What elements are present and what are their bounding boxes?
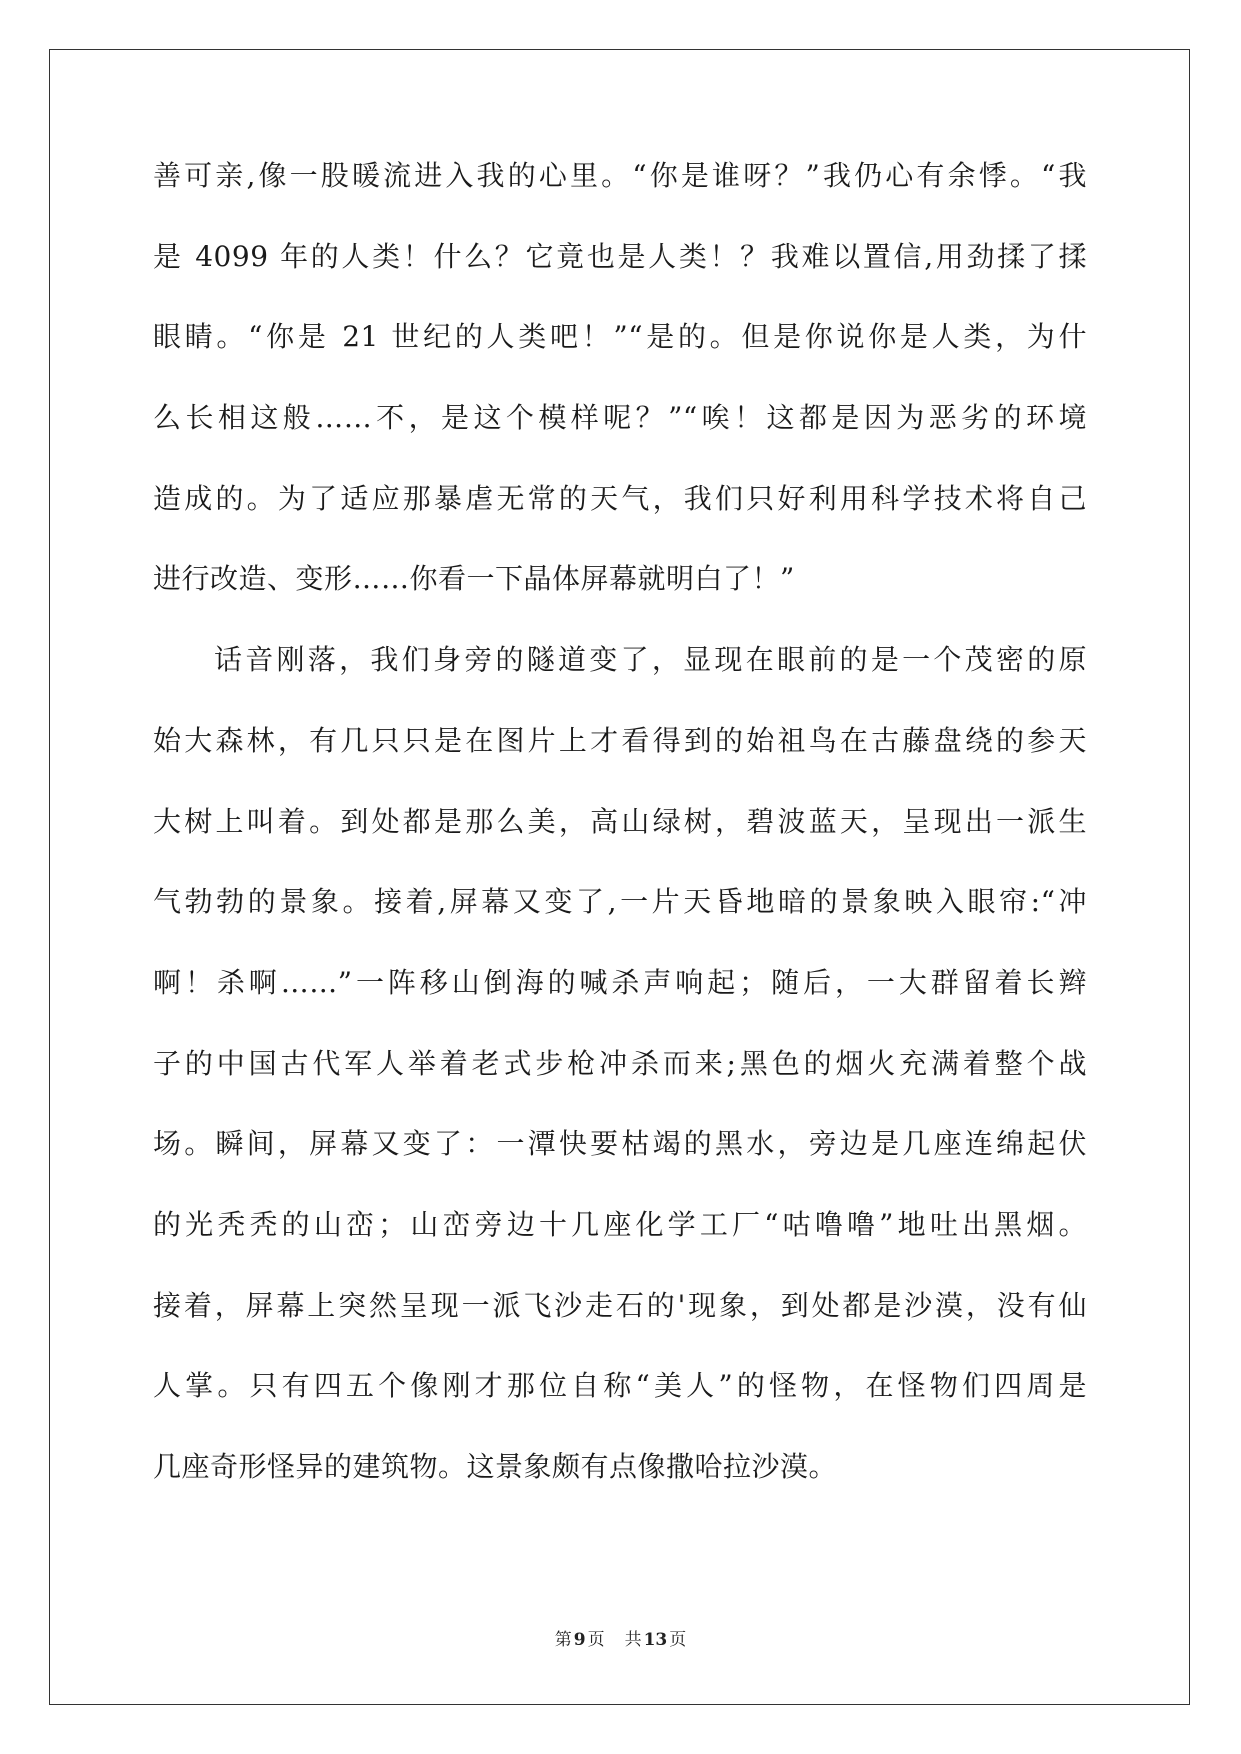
text-line: 啊！杀啊……”一阵移山倒海的喊杀声响起；随后，一大群留着长辫 [153, 965, 1087, 999]
document-body [153, 160, 1087, 1532]
text-line: 子的中国古代军人举着老式步枪冲杀而来;黑色的烟火充满着整个战 [153, 1046, 1087, 1080]
paragraph-start-line: 话音刚落，我们身旁的隧道变了，显现在眼前的是一个茂密的原 [214, 643, 1087, 677]
text-line: 眼睛。“你是 21 世纪的人类吧！”“是的。但是你说你是人类，为什 [153, 320, 1087, 354]
text-line: 造成的。为了适应那暴虐无常的天气，我们只好利用科学技术将自己 [153, 481, 1087, 515]
text-line: 大树上叫着。到处都是那么美，高山绿树，碧波蓝天，呈现出一派生 [153, 804, 1087, 838]
total-prefix: 共 [624, 1630, 642, 1650]
page-prefix: 第 [554, 1630, 572, 1650]
total-pages: 13 [643, 1630, 668, 1650]
text-line: 场。瞬间，屏幕又变了：一潭快要枯竭的黑水，旁边是几座连绵起伏 [153, 1127, 1087, 1161]
text-line: 么长相这般……不，是这个模样呢？”“唉！这都是因为恶劣的环境 [153, 401, 1087, 435]
total-suffix: 页 [669, 1630, 687, 1650]
page-suffix: 页 [587, 1630, 605, 1650]
text-line: 善可亲,像一股暖流进入我的心里。“你是谁呀？”我仍心有余悸。“我 [153, 159, 1087, 192]
text-line: 气勃勃的景象。接着,屏幕又变了,一片天昏地暗的景象映入眼帘:“冲 [153, 885, 1087, 919]
text-line: 进行改造、变形……你看一下晶体屏幕就明白了！” [153, 562, 795, 596]
page-footer [0, 1630, 1241, 1650]
text-line: 的光秃秃的山峦；山峦旁边十几座化学工厂“咕噜噜”地吐出黑烟。 [153, 1207, 1087, 1241]
page-number: 9 [573, 1630, 586, 1650]
text-line: 几座奇形怪异的建筑物。这景象颇有点像撒哈拉沙漠。 [153, 1450, 838, 1483]
text-line: 人掌。只有四五个像刚才那位自称“美人”的怪物，在怪物们四周是 [153, 1369, 1087, 1403]
text-line: 是 4099 年的人类！什么？它竟也是人类！？我难以置信,用劲揉了揉 [153, 239, 1087, 273]
text-line: 始大森林，有几只只是在图片上才看得到的始祖鸟在古藤盘绕的参天 [153, 723, 1087, 757]
text-line: 接着，屏幕上突然呈现一派飞沙走石的'现象，到处都是沙漠，没有仙 [153, 1288, 1087, 1322]
